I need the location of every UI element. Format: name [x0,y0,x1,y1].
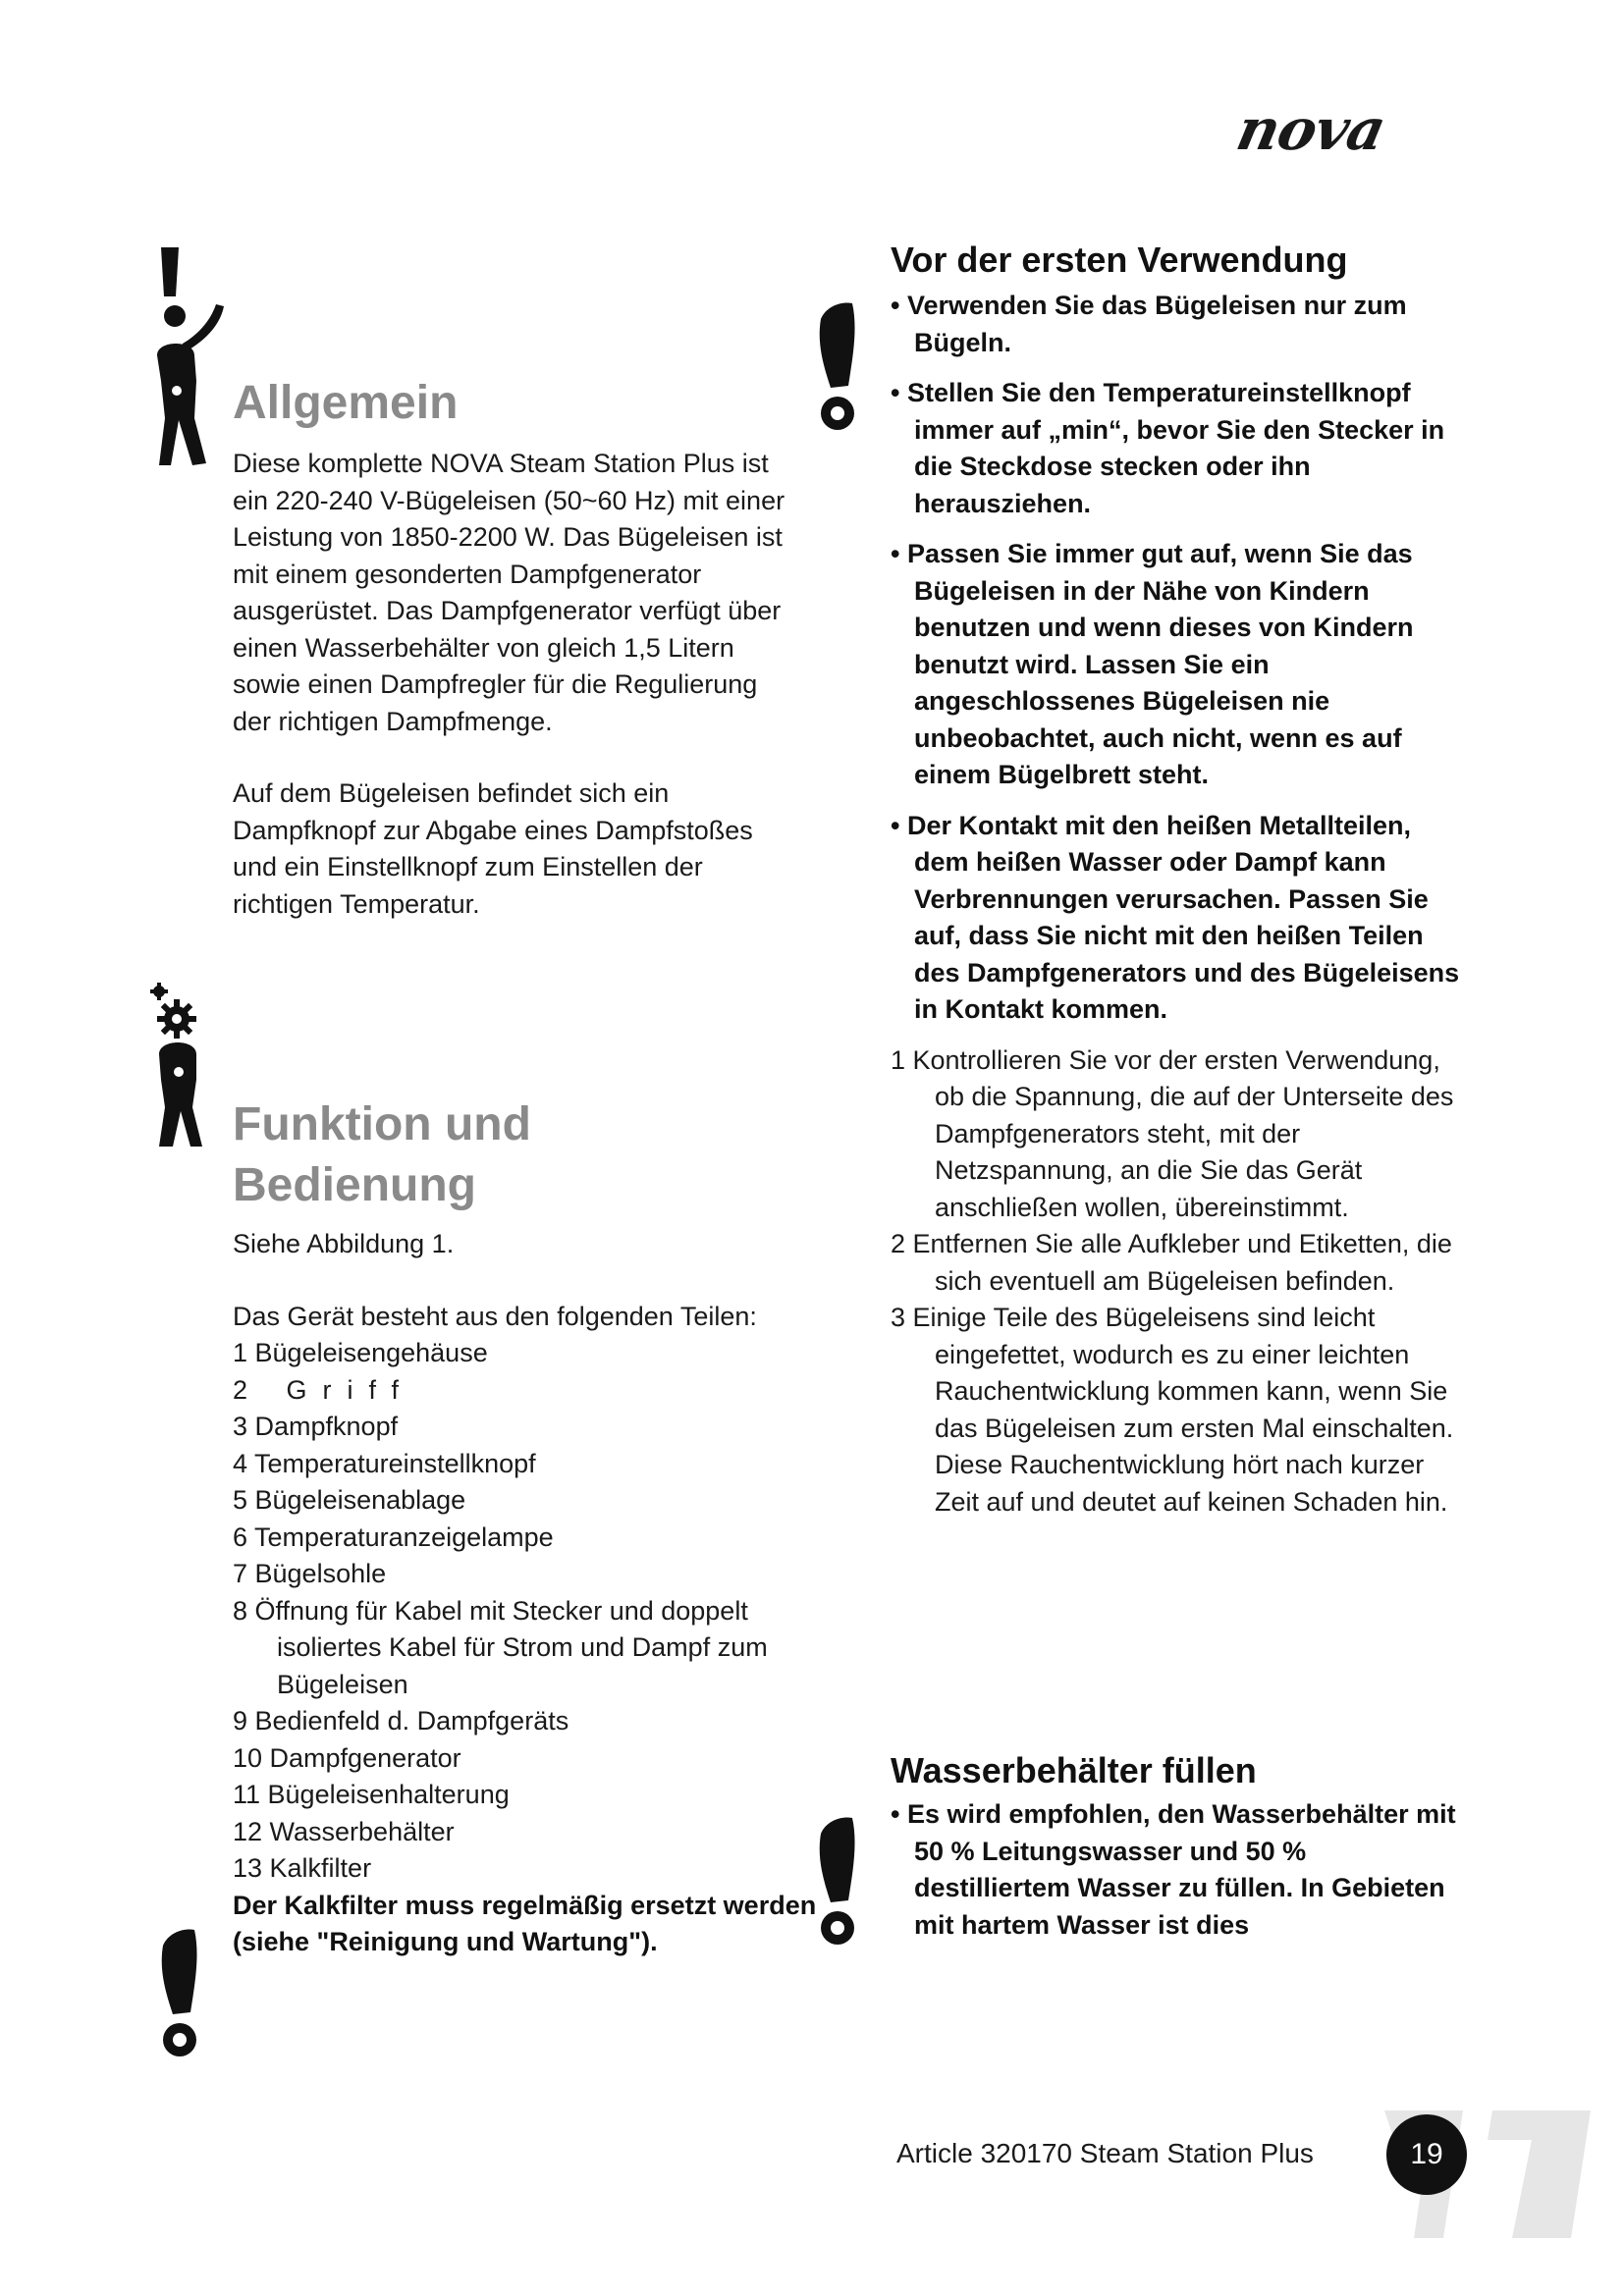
bullet-item: • Es wird empfohlen, den Wasserbehälter mit 50 % Leitungswasser und 50 % destilliertem Wasser zu füllen. In Gebieten mit hartem Wasser ist dies [891,1799,1456,1940]
footer-article-text: Article 320170 Steam Station Plus [896,2138,1314,2168]
parts-list [233,1335,822,1888]
bullet-item: • Stellen Sie den Temperatureinstellknopf immer auf „min“, bevor Sie den Stecker in die Steckdose stecken oder ihn herausziehen. [891,378,1445,518]
parts-list-item: 12 Wasserbehälter [233,1816,455,1846]
step-item: 1 Kontrollieren Sie vor der ersten Verwendung, ob die Spannung, die auf der Unterseite des Dampfgenerators steht, mit der Netzspannung, an die Sie das Gerät anschließen wollen, übereinstimmt. [891,1044,1454,1222]
parts-list-item: 13 Kalkfilter [233,1853,372,1883]
warning-exclamation-icon [155,1926,204,2061]
step-item: 2 Entfernen Sie alle Aufkleber und Etiketten, die sich eventuell am Bügeleisen befinden. [891,1229,1452,1296]
parts-list-item: 9 Bedienfeld d. Dampfgeräts [233,1706,569,1735]
section-heading-fill-water-tank: Wasserbehälter füllen [891,1750,1257,1790]
parts-list-item: 1 Bügeleisengehäuse [233,1338,488,1367]
parts-list-item: 3 Dampfknopf [233,1412,399,1441]
see-figure-text: Siehe Abbildung 1. [233,1229,455,1258]
warning-exclamation-icon [813,299,862,435]
section-heading-function-line1: Funktion und [233,1098,531,1150]
bullet-item: • Verwenden Sie das Bügeleisen nur zum Bügeln. [891,291,1407,357]
bullet-item: • Der Kontakt mit den heißen Metallteilen, dem heißen Wasser oder Dampf kann Verbrennungen verursachen. Passen Sie auf, dass Sie nicht mit den heißen Teilen des Dampfgenerators und des Bügeleisens in Kontakt kommen. [891,810,1460,1024]
parts-intro-text: Das Gerät besteht aus den folgenden Teilen: [233,1301,757,1331]
section-heading-function-line2: Bedienung [233,1159,476,1211]
parts-list-item: 7 Bügelsohle [233,1559,387,1588]
section-heading-allgemein: Allgemein [233,377,459,429]
brand-logo: nova [1230,96,1391,163]
section-heading-first-use: Vor der ersten Verwendung [891,240,1348,280]
page-number-badge: 19 [1386,2114,1467,2195]
parts-list-item: 11 Bügeleisenhalterung [233,1780,510,1809]
warning-exclamation-icon [813,1814,862,1949]
paragraph-general-description: Diese komplette NOVA Steam Station Plus ist ein 220-240 V-Bügeleisen (50~60 Hz) mit einer Leistung von 1850-2200 W. Das Bügeleisen ist mit einem gesonderten Dampfgenerator ausgerüstet. Das Dampfgenerator verfügt über einen Wasserbehälter von gleich 1,5 Litern sowie einen Dampfregler für die Regulierung der richtigen Dampfmenge. [233,449,785,736]
parts-list-item: 10 Dampfgenerator [233,1742,461,1773]
fill-water-bullets [891,1796,1460,1944]
parts-list-item: 5 Bügeleisenablage [233,1485,466,1515]
parts-list-item: 4 Temperatureinstellknopf [233,1448,536,1478]
parts-list-item: 2 Griff [233,1374,415,1405]
parts-list-item: 6 Temperaturanzeigelampe [233,1522,554,1552]
paragraph-steam-button-info: Auf dem Bügeleisen befindet sich ein Dampfknopf zur Abgabe eines Dampfstoßes und ein Einstellknopf zum Einstellen der richtigen Temperatur. [233,778,753,919]
gear-person-icon [147,982,236,1148]
first-use-bullets [891,288,1460,1029]
first-use-steps [891,1042,1460,1522]
exclamation-person-icon [147,245,236,471]
parts-list-item: 8 Öffnung für Kabel mit Stecker und doppelt isoliertes Kabel für Strom und Dampf zum Bügeleisen [233,1595,768,1699]
step-item: 3 Einige Teile des Bügeleisens sind leicht eingefettet, wodurch es zu einer leichten Rauchentwicklung kommen kann, wenn Sie das Bügeleisen zum ersten Mal einschalten. Diese Rauchentwicklung hört nach kurzer Zeit auf und deutet auf keinen Schaden hin. [891,1303,1454,1517]
bullet-item: • Passen Sie immer gut auf, wenn Sie das Bügeleisen in der Nähe von Kindern benutzen und wenn dieses von Kindern benutzt wird. Lassen Sie ein angeschlossenes Bügeleisen nie unbeobachtet, auch nicht, wenn es auf einem Bügelbrett steht. [891,539,1414,789]
descaling-filter-warning: Der Kalkfilter muss regelmäßig ersetzt werden (siehe "Reinigung und Wartung"). [233,1890,817,1956]
